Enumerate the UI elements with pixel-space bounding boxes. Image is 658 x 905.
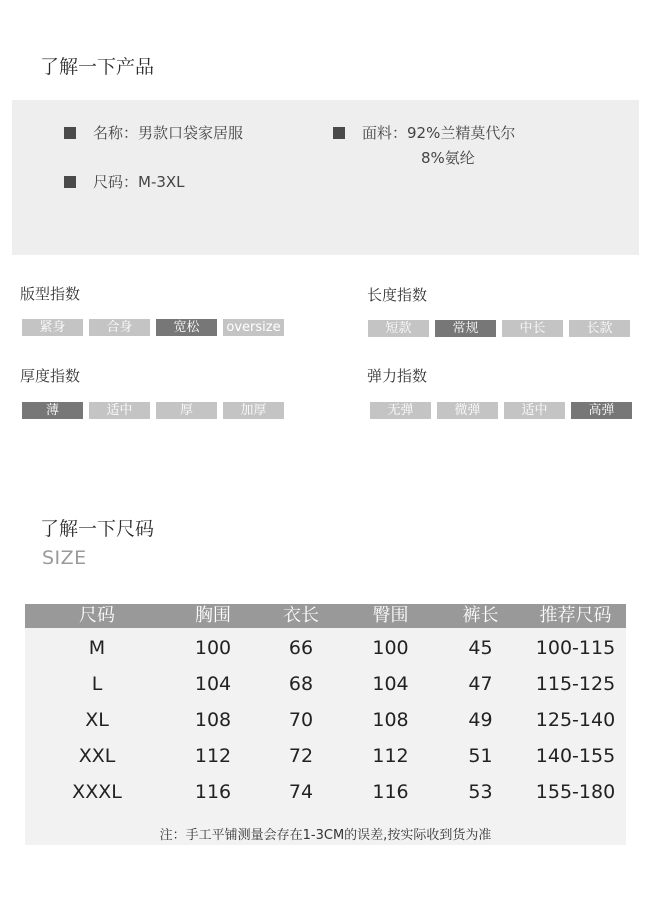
bullet-square-icon <box>333 127 345 139</box>
length-option: 短款 <box>368 320 429 337</box>
table-cell: 49 <box>468 709 493 731</box>
table-cell: 53 <box>468 781 493 803</box>
table-cell: XXXL <box>72 781 122 803</box>
table-cell: 155-180 <box>535 781 616 803</box>
product-size-range: 尺码：M-3XL <box>93 173 185 191</box>
table-cell: 116 <box>372 781 409 803</box>
table-row <box>25 774 626 810</box>
table-cell: 51 <box>468 745 493 767</box>
table-cell: 104 <box>194 673 232 695</box>
size-table-header <box>25 604 626 628</box>
table-cell: 116 <box>194 781 232 803</box>
table-row <box>25 738 626 774</box>
fit-option: oversize <box>223 319 284 336</box>
length-index-title: 长度指数 <box>367 286 428 304</box>
table-cell: 68 <box>288 673 314 695</box>
product-name: 名称：男款口袋家居服 <box>93 124 244 142</box>
elasticity-index-scale <box>370 402 638 419</box>
size-table <box>25 604 626 845</box>
bullet-square-icon <box>64 176 76 188</box>
fit-option: 紧身 <box>22 319 83 336</box>
thickness-index-title: 厚度指数 <box>20 367 81 385</box>
table-cell: 72 <box>288 745 314 767</box>
size-table-note: 注：手工平铺测量会存在1-3CM的误差,按实际收到货为准 <box>159 828 492 843</box>
table-cell: 140-155 <box>535 745 616 767</box>
elasticity-option: 适中 <box>504 402 565 419</box>
table-cell: XXL <box>78 745 116 767</box>
table-cell: 66 <box>288 637 314 659</box>
size-table-header-cell: 尺码 <box>79 605 115 626</box>
size-table-header-cell: 衣长 <box>283 605 319 626</box>
thickness-option: 加厚 <box>223 402 284 419</box>
thickness-option: 薄 <box>22 402 83 419</box>
elasticity-option: 微弹 <box>437 402 498 419</box>
product-size-row <box>64 171 185 192</box>
product-section-title: 了解一下产品 <box>40 56 155 78</box>
fit-index-scale <box>22 319 290 336</box>
size-table-header-cell: 裤长 <box>462 605 499 626</box>
product-name-row <box>64 122 243 143</box>
table-cell: 115-125 <box>535 673 616 695</box>
thickness-index-scale <box>22 402 290 419</box>
table-cell: 100-115 <box>535 637 616 659</box>
table-row <box>25 630 626 666</box>
size-section-title: 了解一下尺码 <box>40 518 155 540</box>
table-cell: 70 <box>288 709 314 731</box>
table-cell: 112 <box>372 745 409 767</box>
bullet-square-icon <box>64 127 76 139</box>
length-option: 常规 <box>435 320 496 337</box>
thickness-option: 厚 <box>156 402 217 419</box>
table-cell: 108 <box>194 709 232 731</box>
table-cell: 100 <box>194 637 232 659</box>
length-option: 中长 <box>502 320 563 337</box>
fit-option: 宽松 <box>156 319 217 336</box>
elasticity-index-title: 弹力指数 <box>367 367 428 385</box>
table-cell: 125-140 <box>535 709 616 731</box>
table-cell: 104 <box>372 673 409 695</box>
table-cell: M <box>88 637 106 659</box>
table-cell: 74 <box>288 781 314 803</box>
elasticity-option: 无弹 <box>370 402 431 419</box>
length-index-scale <box>368 320 636 337</box>
product-fabric-row <box>333 122 515 143</box>
length-option: 长款 <box>569 320 630 337</box>
table-cell: 112 <box>194 745 232 767</box>
elasticity-option: 高弹 <box>571 402 632 419</box>
fit-option: 合身 <box>89 319 150 336</box>
thickness-option: 适中 <box>89 402 150 419</box>
product-fabric: 面料：92%兰精莫代尔 <box>362 124 516 142</box>
size-table-header-cell: 胸围 <box>195 605 231 626</box>
table-cell: 45 <box>468 637 493 659</box>
table-cell: L <box>91 673 103 695</box>
size-section-subtitle: SIZE <box>42 547 87 569</box>
table-row <box>25 702 626 738</box>
fit-index-title: 版型指数 <box>20 285 81 303</box>
product-fabric-line2: 8%氨纶 <box>421 149 475 167</box>
table-cell: 100 <box>372 637 409 659</box>
table-row <box>25 666 626 702</box>
size-table-header-cell: 推荐尺码 <box>539 605 612 626</box>
table-cell: 47 <box>468 673 493 695</box>
size-table-body <box>25 628 626 845</box>
size-table-header-cell: 臀围 <box>372 605 409 626</box>
table-cell: 108 <box>372 709 409 731</box>
table-cell: XL <box>85 709 109 731</box>
